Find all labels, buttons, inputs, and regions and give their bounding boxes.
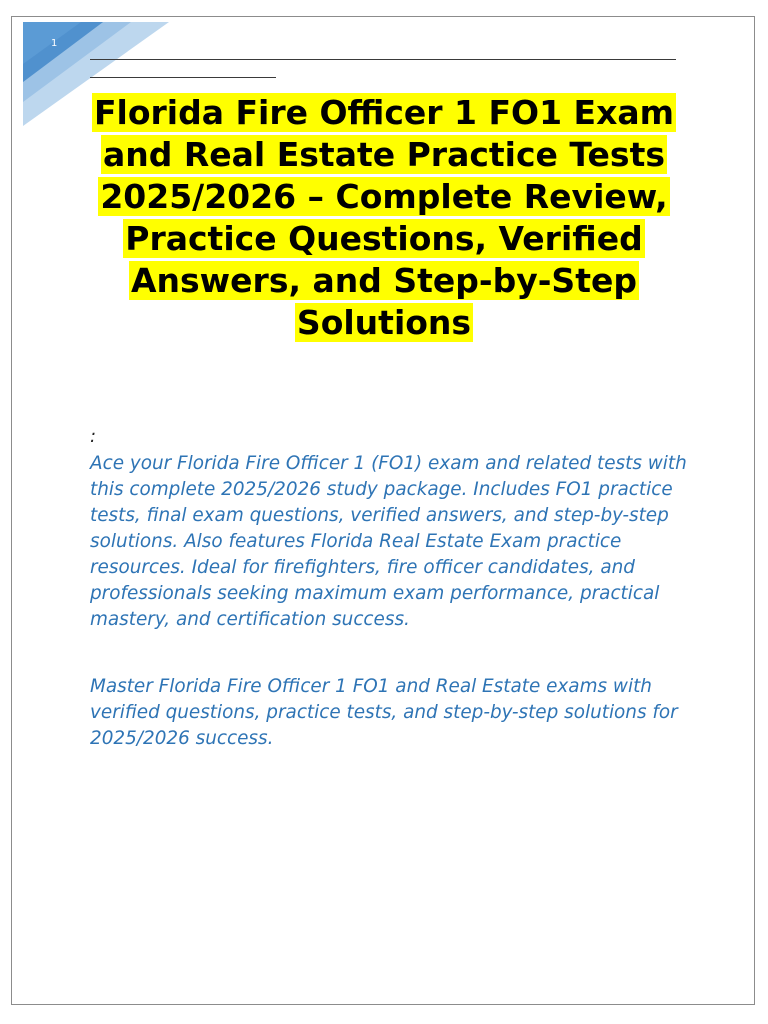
page-number: 1 xyxy=(51,38,58,49)
header-rule-line xyxy=(90,59,676,60)
title-highlight: Florida Fire Officer 1 FO1 Exam and Real Estate Practice Tests 2025/2026 – Complete Review, Practice Questions, Verified Answers, and Step-by-Step Solutions xyxy=(93,93,675,342)
header-rule-line-short xyxy=(90,77,276,78)
document-title xyxy=(80,92,688,344)
description-paragraph: Ace your Florida Fire Officer 1 (FO1) exam and related tests with this complete 2025/2026 study package. Includes FO1 practice tests, final exam questions, verified answers, and step-by-step solutions. Also features Florida Real Estate Exam practice resources. Ideal for firefighters, fire officer candidates, and professionals seeking maximum exam performance, practical mastery, and certification success. xyxy=(90,453,687,630)
summary-paragraph: Master Florida Fire Officer 1 FO1 and Real Estate exams with verified questions, practice tests, and step-by-step solutions for 2025/2026 success. xyxy=(90,676,678,749)
label-marker: : xyxy=(90,426,97,447)
